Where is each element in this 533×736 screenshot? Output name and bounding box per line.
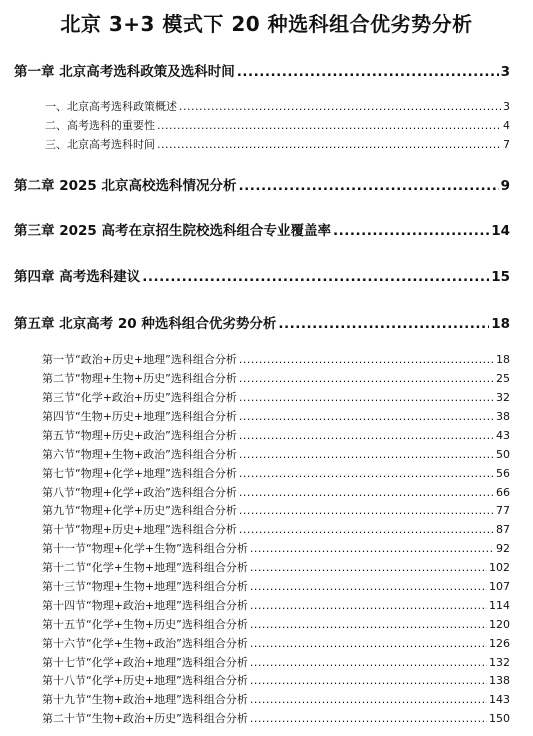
toc-chapter-label: 第四章 高考选科建议 — [14, 269, 141, 285]
dot-leader — [239, 391, 494, 404]
toc-section-label: 第十二节“化学+生物+地理”选科组合分析 — [42, 561, 248, 574]
dot-leader — [239, 448, 494, 461]
dot-leader — [179, 100, 501, 113]
toc-page-number: 138 — [489, 674, 510, 687]
toc-section-label: 第二十节“生物+政治+历史”选科组合分析 — [42, 712, 248, 725]
toc-page-number: 7 — [503, 138, 510, 151]
dot-leader — [237, 64, 499, 80]
toc-section[interactable] — [42, 616, 510, 632]
toc-page-number: 43 — [496, 429, 510, 442]
dot-leader — [239, 486, 494, 499]
toc-page-number: 102 — [489, 561, 510, 574]
toc-section-label: 第十节“物理+历史+地理”选科组合分析 — [42, 523, 237, 536]
toc-subsection-label: 一、北京高考选科政策概述 — [45, 100, 177, 113]
dot-leader — [250, 580, 487, 593]
toc-chapter-4[interactable] — [14, 265, 510, 285]
toc-section-label: 第八节“物理+化学+政治”选科组合分析 — [42, 486, 237, 499]
dot-leader — [250, 637, 487, 650]
toc-page-number: 4 — [503, 119, 510, 132]
toc-page-number: 18 — [491, 316, 510, 332]
dot-leader — [333, 223, 489, 239]
dot-leader — [239, 372, 494, 385]
toc-section[interactable] — [42, 465, 510, 481]
toc-chapter-label: 第一章 北京高考选科政策及选科时间 — [14, 64, 235, 80]
toc-section[interactable] — [42, 597, 510, 613]
toc-page-number: 120 — [489, 618, 510, 631]
dot-leader — [250, 674, 487, 687]
dot-leader — [250, 561, 487, 574]
toc-subsection[interactable] — [45, 136, 510, 152]
toc-section-label: 第十五节“化学+生物+历史”选科组合分析 — [42, 618, 248, 631]
toc-page-number: 25 — [496, 372, 510, 385]
toc-section[interactable] — [42, 654, 510, 670]
toc-page-number: 38 — [496, 410, 510, 423]
toc-page-number: 114 — [489, 599, 510, 612]
toc-page-number: 18 — [496, 353, 510, 366]
toc-section[interactable] — [42, 691, 510, 707]
dot-leader — [157, 138, 501, 151]
toc-subsection-label: 二、高考选科的重要性 — [45, 119, 155, 132]
toc-section[interactable] — [42, 540, 510, 556]
toc-section[interactable] — [42, 710, 510, 726]
toc-section-label: 第九节“物理+化学+历史”选科组合分析 — [42, 504, 237, 517]
document-title: 北京 3+3 模式下 20 种选科组合优劣势分析 — [60, 12, 473, 36]
toc-section-label: 第十一节“物理+化学+生物”选科组合分析 — [42, 542, 248, 555]
dot-leader — [250, 656, 487, 669]
dot-leader — [239, 429, 494, 442]
toc-chapter-5[interactable] — [14, 312, 510, 332]
toc-section[interactable] — [42, 521, 510, 537]
toc-page-number: 32 — [496, 391, 510, 404]
dot-leader — [239, 504, 494, 517]
toc-page-number: 9 — [500, 178, 510, 194]
toc-section-label: 第二节“物理+生物+历史”选科组合分析 — [42, 372, 237, 385]
dot-leader — [250, 542, 494, 555]
toc-section[interactable] — [42, 578, 510, 594]
toc-page-number: 132 — [489, 656, 510, 669]
toc-section[interactable] — [42, 408, 510, 424]
toc-section-label: 第十七节“化学+政治+地理”选科组合分析 — [42, 656, 248, 669]
toc-section-label: 第十九节“生物+政治+地理”选科组合分析 — [42, 693, 248, 706]
toc-page-number: 143 — [489, 693, 510, 706]
toc-page-number: 3 — [503, 100, 510, 113]
dot-leader — [239, 467, 494, 480]
toc-page-number: 3 — [500, 64, 510, 80]
dot-leader — [250, 599, 487, 612]
toc-subsection-label: 三、北京高考选科时间 — [45, 138, 155, 151]
toc-section[interactable] — [42, 635, 510, 651]
toc-section[interactable] — [42, 559, 510, 575]
dot-leader — [238, 178, 498, 194]
toc-section[interactable] — [42, 484, 510, 500]
toc-section[interactable] — [42, 351, 510, 367]
toc-section-label: 第一节“政治+历史+地理”选科组合分析 — [42, 353, 237, 366]
toc-page-number: 15 — [491, 269, 510, 285]
toc-chapter-1[interactable] — [14, 60, 510, 80]
toc-section-label: 第三节“化学+政治+历史”选科组合分析 — [42, 391, 237, 404]
toc-chapter-label: 第三章 2025 高考在京招生院校选科组合专业覆盖率 — [14, 223, 331, 239]
toc-page-number: 87 — [496, 523, 510, 536]
toc-page-number: 66 — [496, 486, 510, 499]
toc-section-label: 第十四节“物理+政治+地理”选科组合分析 — [42, 599, 248, 612]
dot-leader — [142, 269, 489, 285]
toc-subsection[interactable] — [45, 98, 510, 114]
toc-page-number: 77 — [496, 504, 510, 517]
toc-chapter-label: 第二章 2025 北京高校选科情况分析 — [14, 178, 237, 194]
dot-leader — [250, 618, 487, 631]
toc-page-number: 107 — [489, 580, 510, 593]
toc-page-number: 14 — [491, 223, 510, 239]
toc-page-number: 92 — [496, 542, 510, 555]
dot-leader — [239, 353, 494, 366]
toc-page-number: 56 — [496, 467, 510, 480]
toc-section-label: 第十三节“物理+生物+地理”选科组合分析 — [42, 580, 248, 593]
toc-section-label: 第十八节“化学+历史+地理”选科组合分析 — [42, 674, 248, 687]
toc-page-number: 50 — [496, 448, 510, 461]
toc-section[interactable] — [42, 446, 510, 462]
dot-leader — [239, 523, 494, 536]
toc-section[interactable] — [42, 427, 510, 443]
toc-subsection[interactable] — [45, 117, 510, 133]
dot-leader — [157, 119, 501, 132]
toc-chapter-3[interactable] — [14, 219, 510, 239]
dot-leader — [278, 316, 489, 332]
toc-page-number: 150 — [489, 712, 510, 725]
toc-section[interactable] — [42, 502, 510, 518]
dot-leader — [250, 693, 487, 706]
toc-chapter-2[interactable] — [14, 174, 510, 194]
toc-section-label: 第四节“生物+历史+地理”选科组合分析 — [42, 410, 237, 423]
toc-chapter-label: 第五章 北京高考 20 种选科组合优劣势分析 — [14, 316, 277, 332]
toc-section-label: 第五节“物理+历史+政治”选科组合分析 — [42, 429, 237, 442]
toc-section[interactable] — [42, 389, 510, 405]
toc-section-label: 第十六节“化学+生物+政治”选科组合分析 — [42, 637, 248, 650]
toc-section[interactable] — [42, 370, 510, 386]
toc-page-number: 126 — [489, 637, 510, 650]
dot-leader — [239, 410, 494, 423]
toc-section-label: 第七节“物理+化学+地理”选科组合分析 — [42, 467, 237, 480]
toc-section-label: 第六节“物理+生物+政治”选科组合分析 — [42, 448, 237, 461]
dot-leader — [250, 712, 487, 725]
toc-section[interactable] — [42, 672, 510, 688]
